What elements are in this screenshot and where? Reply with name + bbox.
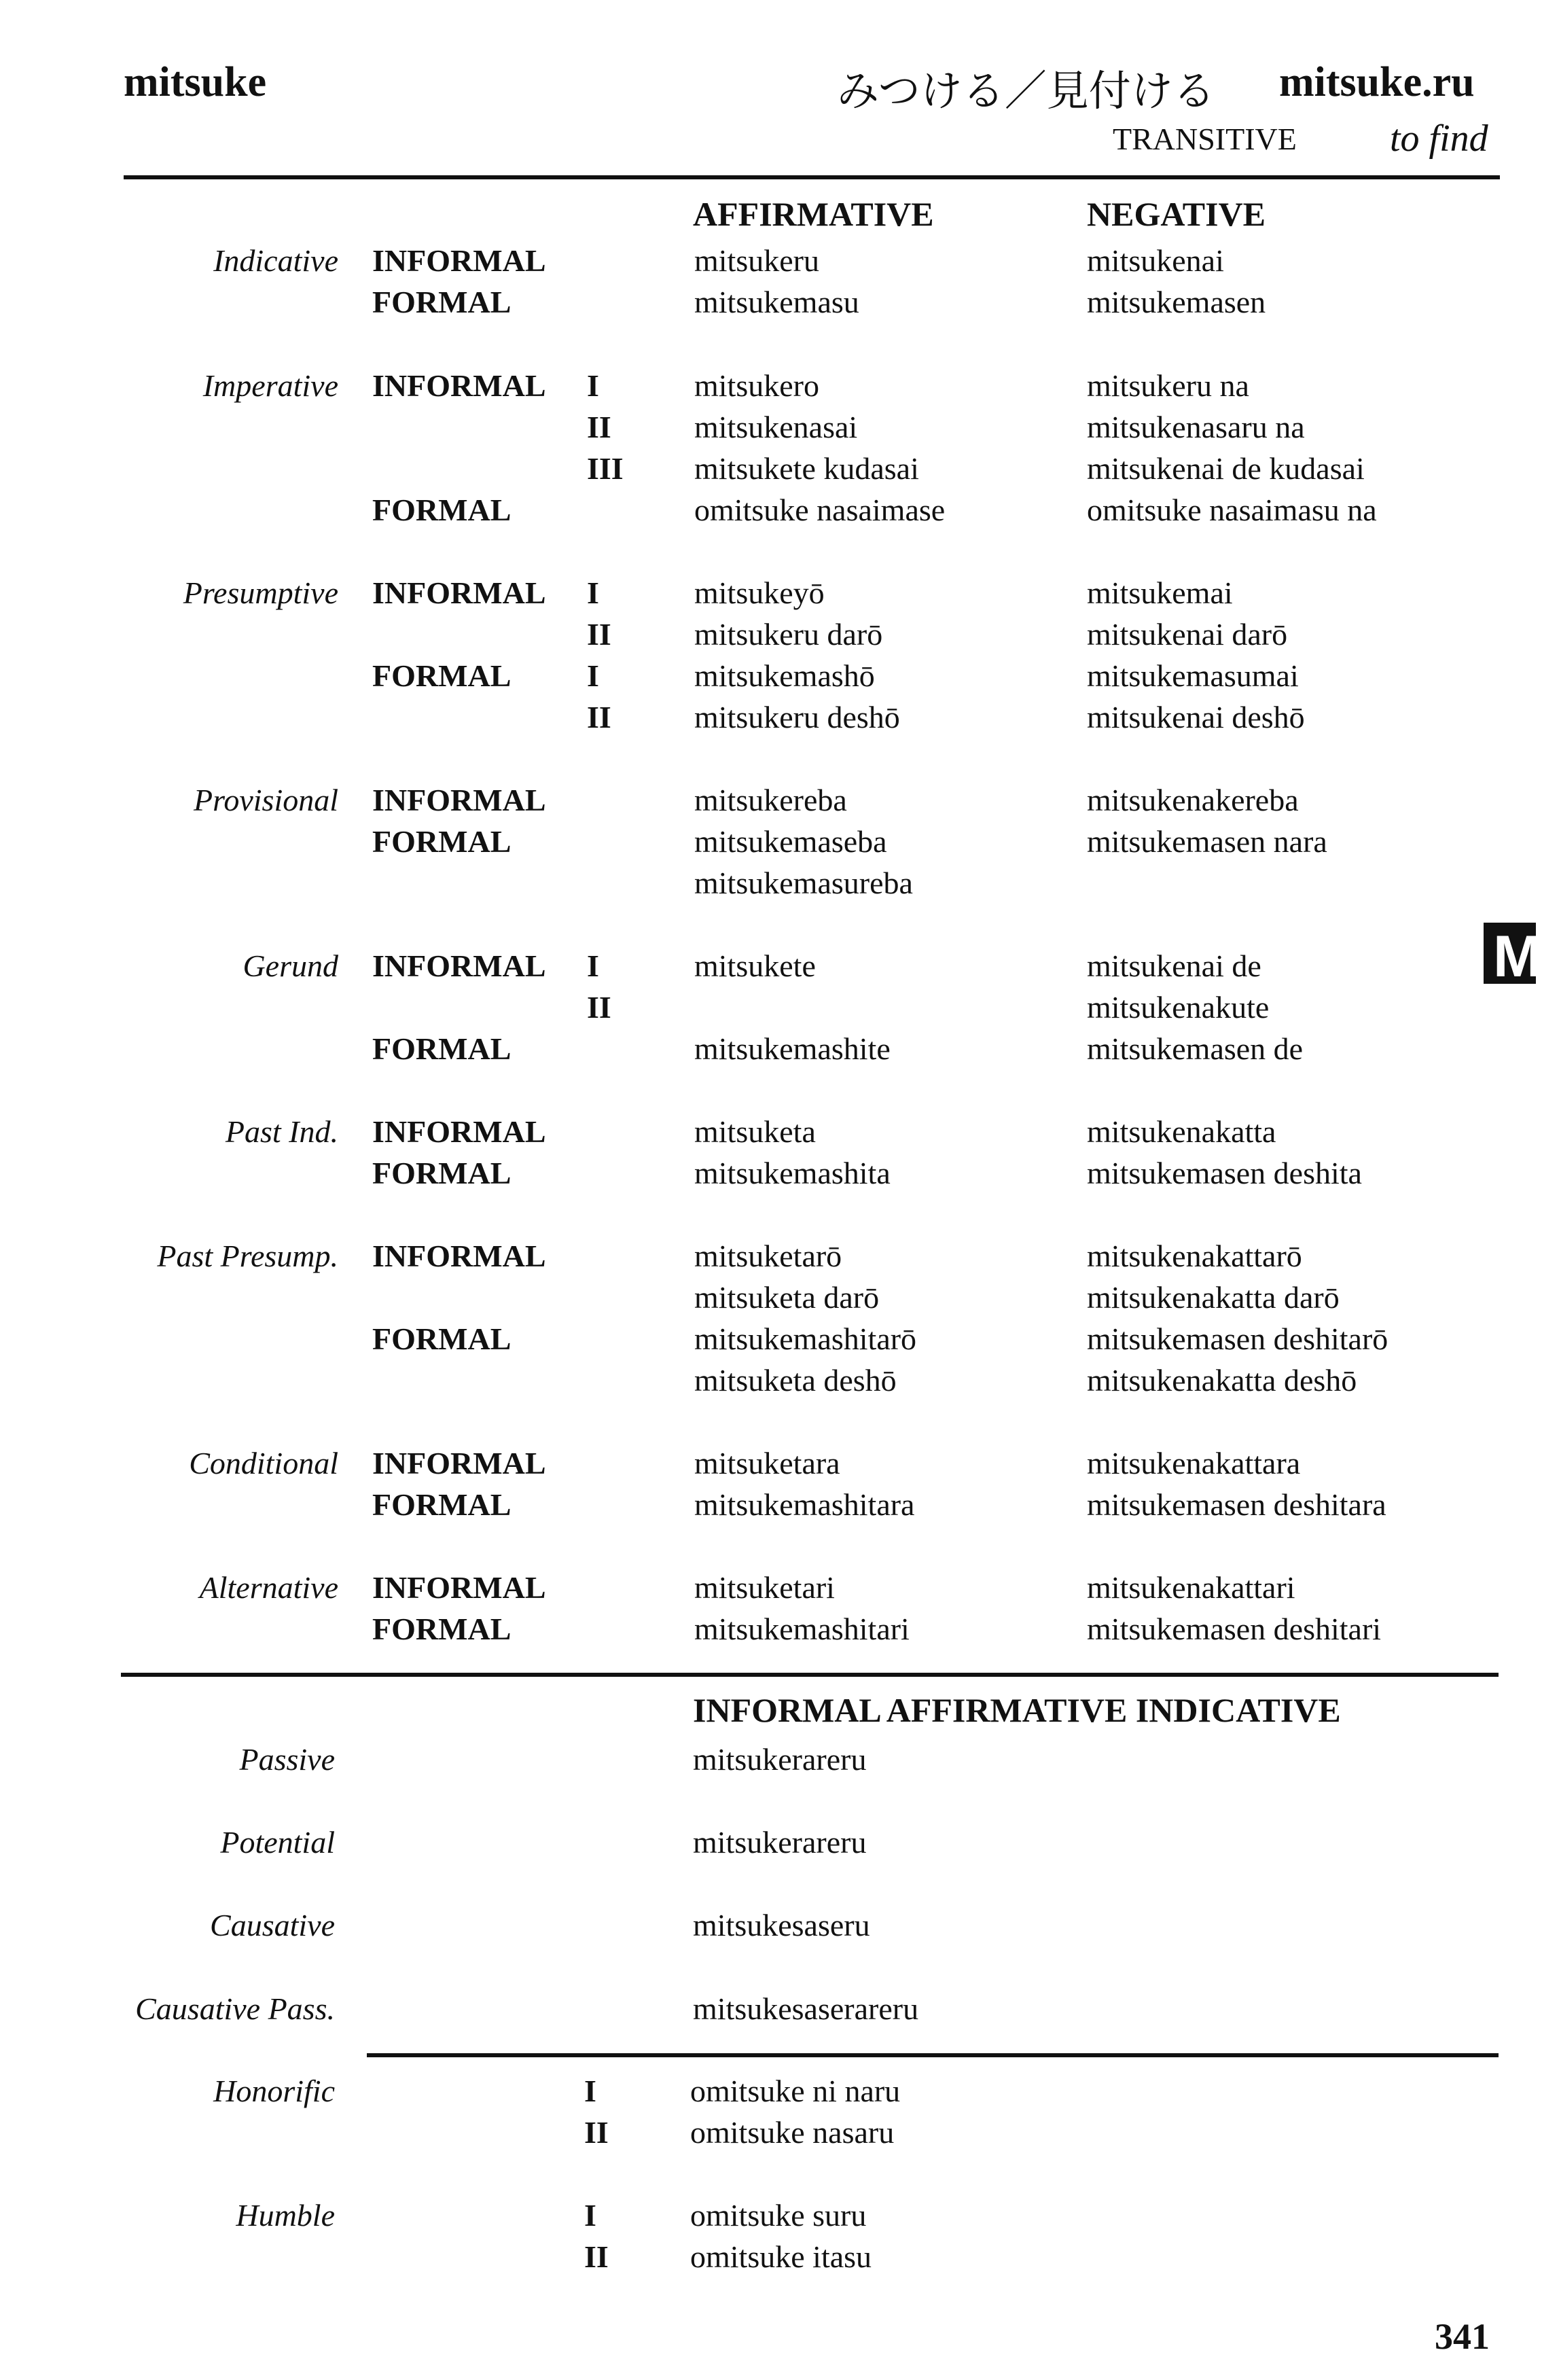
form-cell: mitsukeru deshō: [694, 700, 900, 734]
kana-kanji-title: みつける／見付ける: [837, 66, 1215, 116]
form-cell: mitsukemashita: [694, 1156, 891, 1190]
form-cell: mitsukenai de: [1087, 948, 1261, 983]
form-cell: mitsukenakattara: [1087, 1446, 1301, 1480]
form-cell: mitsukenakatta deshō: [1087, 1363, 1357, 1398]
level-formal: FORMAL: [372, 1031, 512, 1066]
mood-causative-pass: Causative Pass.: [135, 1991, 335, 2026]
form-cell: mitsukeru darō: [694, 617, 883, 652]
form-cell: mitsukenakattari: [1087, 1570, 1295, 1605]
form-cell: mitsukemasu: [694, 285, 859, 319]
level-formal: FORMAL: [372, 493, 512, 527]
mood-potential: Potential: [220, 1825, 335, 1860]
numeral-i: I: [587, 658, 599, 693]
form-cell: mitsukemaseba: [694, 824, 887, 859]
numeral-i: I: [587, 368, 599, 403]
form-cell: mitsukemasen deshitarō: [1087, 1321, 1388, 1356]
level-informal: INFORMAL: [372, 1570, 546, 1605]
mood-past-ind: Past Ind.: [225, 1114, 338, 1149]
form-cell: mitsukenakute: [1087, 990, 1270, 1025]
section-rule: [121, 1673, 1499, 1677]
mood-imperative: Imperative: [202, 368, 338, 403]
form-cell: mitsukemasen deshita: [1087, 1156, 1362, 1190]
form-cell: mitsukenakatta: [1087, 1114, 1276, 1149]
numeral-ii: II: [587, 700, 611, 734]
mood-alternative: Alternative: [199, 1570, 338, 1605]
level-informal: INFORMAL: [372, 1239, 546, 1273]
header-rule: [124, 175, 1500, 179]
numeral-iii: III: [587, 451, 624, 486]
form-cell: mitsukemashitari: [694, 1612, 910, 1646]
level-formal: FORMAL: [372, 1487, 512, 1522]
numeral-ii: II: [587, 410, 611, 444]
mood-gerund: Gerund: [243, 948, 338, 983]
level-informal: INFORMAL: [372, 1114, 546, 1149]
level-informal: INFORMAL: [372, 368, 546, 403]
form-cell: omitsuke nasaru: [690, 2115, 895, 2150]
form-cell: mitsukemai: [1087, 575, 1233, 610]
level-formal: FORMAL: [372, 285, 512, 319]
form-cell: mitsukereba: [694, 783, 847, 817]
form-cell: mitsukenakatta darō: [1087, 1280, 1340, 1315]
form-cell: omitsuke nasaimase: [694, 493, 946, 527]
level-formal: FORMAL: [372, 824, 512, 859]
level-formal: FORMAL: [372, 1612, 512, 1646]
level-informal: INFORMAL: [372, 243, 546, 278]
form-cell: mitsukete: [694, 948, 816, 983]
form-cell: mitsukemasen deshitara: [1087, 1487, 1386, 1522]
form-cell: mitsuketa: [694, 1114, 816, 1149]
verb-type-label: TRANSITIVE: [1113, 122, 1297, 156]
page-number: 341: [1435, 2316, 1490, 2357]
form-cell: mitsukeru na: [1087, 368, 1249, 403]
level-informal: INFORMAL: [372, 948, 546, 983]
form-cell: mitsukemasen nara: [1087, 824, 1327, 859]
form-cell: omitsuke itasu: [690, 2239, 872, 2274]
mood-past-presump: Past Presump.: [157, 1239, 338, 1273]
form-cell: mitsukemasen deshitari: [1087, 1612, 1382, 1646]
affirmative-column-header: AFFIRMATIVE: [693, 195, 934, 233]
form-cell: omitsuke suru: [690, 2198, 867, 2233]
form-cell: mitsukenai darō: [1087, 617, 1288, 652]
form-cell: mitsukeru: [694, 243, 819, 278]
form-cell: mitsuketa darō: [694, 1280, 880, 1315]
numeral-ii: II: [584, 2115, 609, 2150]
form-cell: mitsuketarō: [694, 1239, 842, 1273]
form-cell: mitsukemasureba: [694, 866, 913, 900]
level-formal: FORMAL: [372, 658, 512, 693]
numeral-i: I: [587, 948, 599, 983]
numeral-i: I: [587, 575, 599, 610]
form-cell: mitsukerareru: [693, 1742, 867, 1777]
form-cell: mitsuketa deshō: [694, 1363, 897, 1398]
verb-meaning: to find: [1390, 118, 1488, 160]
numeral-i: I: [584, 2074, 596, 2108]
form-cell: mitsukero: [694, 368, 819, 403]
form-cell: omitsuke nasaimasu na: [1087, 493, 1377, 527]
form-cell: mitsukemashō: [694, 658, 875, 693]
derived-section-heading: INFORMAL AFFIRMATIVE INDICATIVE: [693, 1691, 1341, 1729]
form-cell: mitsukenakattarō: [1087, 1239, 1302, 1273]
form-cell: mitsukete kudasai: [694, 451, 919, 486]
form-cell: mitsukemasumai: [1087, 658, 1299, 693]
form-cell: mitsukeyō: [694, 575, 825, 610]
form-cell: omitsuke ni naru: [690, 2074, 901, 2108]
form-cell: mitsukemasen: [1087, 285, 1266, 319]
form-cell: mitsukesaserareru: [693, 1991, 919, 2026]
numeral-i: I: [584, 2198, 596, 2233]
mood-causative: Causative: [210, 1908, 335, 1942]
level-informal: INFORMAL: [372, 1446, 546, 1480]
mood-conditional: Conditional: [189, 1446, 338, 1480]
form-cell: mitsuketari: [694, 1570, 835, 1605]
negative-column-header: NEGATIVE: [1087, 195, 1266, 233]
numeral-ii: II: [587, 990, 611, 1025]
form-cell: mitsuketara: [694, 1446, 840, 1480]
form-cell: mitsukenakereba: [1087, 783, 1299, 817]
thumb-index-tab: M: [1484, 923, 1536, 984]
mood-passive: Passive: [239, 1742, 335, 1777]
form-cell: mitsukemashitarō: [694, 1321, 917, 1356]
form-cell: mitsukenai de kudasai: [1087, 451, 1365, 486]
form-cell: mitsukenai deshō: [1087, 700, 1305, 734]
level-formal: FORMAL: [372, 1321, 512, 1356]
numeral-ii: II: [587, 617, 611, 652]
dictionary-form: mitsuke.ru: [1279, 59, 1475, 105]
form-cell: mitsukenasaru na: [1087, 410, 1305, 444]
form-cell: mitsukerareru: [693, 1825, 867, 1860]
form-cell: mitsukemashitara: [694, 1487, 915, 1522]
level-informal: INFORMAL: [372, 783, 546, 817]
mood-honorific: Honorific: [213, 2074, 335, 2108]
form-cell: mitsukemashite: [694, 1031, 891, 1066]
numeral-ii: II: [584, 2239, 609, 2274]
form-cell: mitsukenasai: [694, 410, 858, 444]
honorific-rule: [367, 2053, 1499, 2057]
form-cell: mitsukenai: [1087, 243, 1224, 278]
level-formal: FORMAL: [372, 1156, 512, 1190]
form-cell: mitsukemasen de: [1087, 1031, 1304, 1066]
level-informal: INFORMAL: [372, 575, 546, 610]
mood-presumptive: Presumptive: [183, 575, 338, 610]
mood-indicative: Indicative: [213, 243, 338, 278]
mood-provisional: Provisional: [194, 783, 338, 817]
form-cell: mitsukesaseru: [693, 1908, 870, 1942]
verb-headword: mitsuke: [124, 59, 267, 105]
mood-humble: Humble: [236, 2198, 335, 2233]
